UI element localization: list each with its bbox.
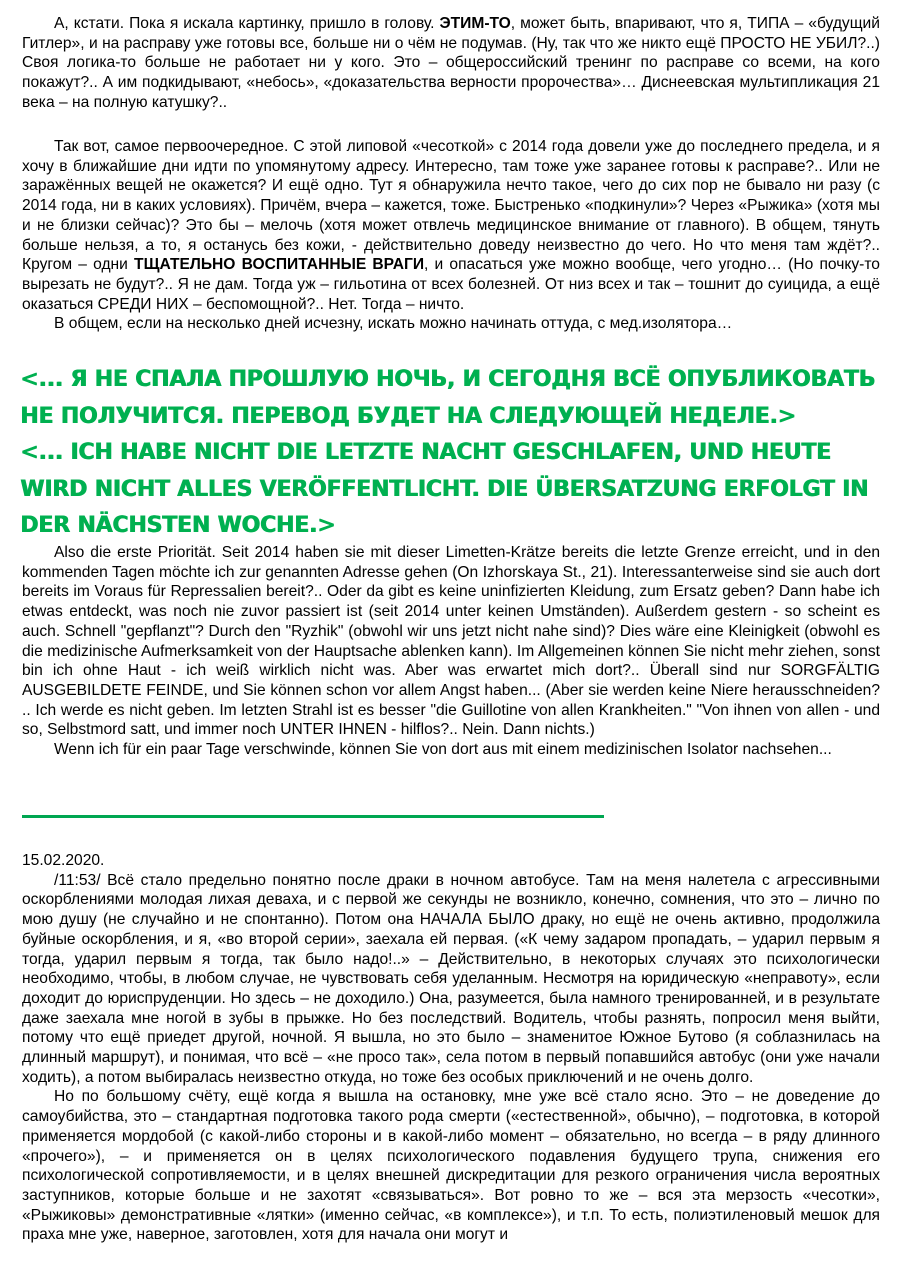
ru-paragraph-1-text-b: , может быть, впаривают, что я, ТИПА – «будущий Гитлер», и на расправу уже готовы все, больше ни о чём не подумав. (Ну, так что же никто ещё ПРОСТО НЕ УБИЛ?..) Своя логика-то больше не работает ни у кого. Это – общероссийский тренинг по расправе со всеми, на кого покажут?.. А им подкидывают, «небось», «доказательства верности пророчества»… Диснеевская мультипликация 21 века – на полную катушку?.. <box>22 15 880 111</box>
de-translation <box>22 543 880 760</box>
green-notice <box>20 362 890 545</box>
ru-paragraph-2-text-a: Так вот, самое первоочередное. С этой липовой «чесоткой» с 2014 года довели уже до последнего предела, и я хочу в ближайшие дни идти по упомянутому адресу. Интересно, там тоже уже заранее готовы к расправе?.. Или не заражённых вещей не окажется? И ещё одно. Тут я обнаружила нечто такое, чего до сих пор не бывало ни разу (с 2014 года, ни в каких условиях). Причём, вчера – кажется, тоже. Быстренько «подкинули»? Через «Рыжика» (хотя мы и не близки сейчас)? Это бы – мелочь (хотя может отвлечь медицинское внимание от главного). В общем, тянуть больше нельзя, а то, я останусь без кожи, - действительно доведу неизвестно до чего. Но что меня там ждёт?.. Кругом – одни <box>22 138 880 274</box>
de-paragraph-1: Also die erste Priorität. Seit 2014 haben sie mit dieser Limetten-Krätze bereits die letzte Grenze erreicht, und in den kommenden Tagen möchte ich zur genannten Adresse gehen (On Izhorskaya St., 21). Interessanterweise sind sie auch dort bereits im Voraus für Repressalien bereit?.. Oder da gibt es keine uninfizierten Kleidung, zum Ersatz geben? Dann habe ich etwas entdeckt, was noch nie zuvor passiert ist (seit 2014 unter keinen Umständen). Außerdem gestern - so scheint es auch. Schnell "gepflanzt"? Durch den "Ryzhik" (obwohl wir uns jetzt nicht nahe sind)? Dies wäre eine Kleinigkeit (obwohl es die medizinische Aufmerksamkeit von der Hauptsache ablenken kann). Im Allgemeinen können Sie nicht mehr ziehen, sonst bin ich ohne Haut - ich weiß wirklich nicht was. Aber was erwartet mich dort?.. Überall sind nur SORGFÄLTIG AUSGEBILDETE FEINDE, und Sie können schon vor allem Angst haben... (Aber sie werden keine Niere herausschneiden? .. Ich werde es nicht geben. Im letzten Strahl ist es besser "die Guillotine von allen Krankheiten." "Von ihnen von allen - und so, Selbstmord satt, und immer noch UNTER IHNEN - hilflos?.. Nein. Dann nichts.) <box>22 544 880 739</box>
green-separator-line <box>22 815 604 818</box>
ru-paragraph-3: В общем, если на несколько дней исчезну, искать можно начинать оттуда, с мед.изолятора… <box>54 315 733 333</box>
entry-paragraph-1: /11:53/ Всё стало предельно понятно после драки в ночном автобусе. Там на меня налетела с агрессивными оскорблениями молодая лихая деваха, и с первой же секунды не возникло, конечно, сомнения, что это – лично по мою душу (не случайно и не спонтанно). Потом она НАЧАЛА БЫЛО драку, но ещё не очень активно, продолжила буйные оскорбления, и я, «во второй серии», заехала ей первая. («К чему задаром пропадать, – ударил первым я тогда, ударил первым я тогда, так было надо!..» – Действительно, в некоторых случаях это психологически необходимо, чтобы, в любом случае, не чувствовать себя уделанным. Несмотря на юридическую «неправоту», если доходит до юриспруденции. Но здесь – не доходило.) Она, разумеется, была намного тренированней, и в результате даже заехала мне ногой в зубы в прыжке. Но без последствий. Водитель, чтобы разнять, попросил меня выйти, потому что ещё приедет другой, ночной. Я вышла, но это было – знаменитое Южное Бутово (я соблазнилась на длинный маршрут), и понимая, что всё – «не просо так», села потом в первый попавшийся автобус (они уже начали ходить), а потом выбиралась неизвестно откуда, но тоже без особых приключений и не очень долго. <box>22 871 880 1086</box>
green-notice-ru: <... Я НЕ СПАЛА ПРОШЛУЮ НОЧЬ, И СЕГОДНЯ ВСЁ ОПУБЛИКОВАТЬ НЕ ПОЛУЧИТСЯ. ПЕРЕВОД БУДЕТ НА СЛЕДУЮЩЕЙ НЕДЕЛЕ.> <box>20 367 875 429</box>
green-notice-de: <... ICH HABE NICHT DIE LETZTE NACHT GESCHLAFEN, UND HEUTE WIRD NICHT ALLES VERÖFFENTLICHT. DIE ÜBERSATZUNG ERFOLGT IN DER NÄCHSTEN WOCHE.> <box>20 440 869 539</box>
ru-paragraph-2 <box>22 137 880 314</box>
ru-paragraph-1-bold: ЭТИМ-ТО <box>439 15 511 32</box>
entry-paragraph-2: Но по большому счёту, ещё когда я вышла на остановку, мне уже всё стало ясно. Это – не доведение до самоубийства, это – стандартная подготовка такого рода смерти («естественной», обычно), – подготовка, в которой применяется мордобой (с какой-либо стороны и в какой-либо момент – обязательно, но всегда – в ряду длинного «прочего»), – и применяется он в целях психологического подавления будущего трупа, снижения его психологической сопротивляемости, и в целях внешней дискредитации для резкого ограничения числа вероятных заступников, которые больше и не захотят «связываться». Вот ровно то же – вся эта мерзость «чесотки», «Рыжиковы» демонстративные «лятки» (именно сейчас, «в комплексе»), и т.п. То есть, полиэтиленовый мешок для праха мне уже, наверное, заготовлен, хотя для начала они могут и <box>22 1088 880 1244</box>
ru-paragraph-group <box>22 137 880 334</box>
diary-entry <box>22 851 880 1245</box>
ru-paragraph-2-bold: ТЩАТЕЛЬНО ВОСПИТАННЫЕ ВРАГИ <box>134 256 425 274</box>
ru-paragraph-1-text-a: А, кстати. Пока я искала картинку, пришло в голову. <box>54 15 440 32</box>
ru-paragraph-2-text-b: , и опасаться уже можно вообще, чего угодно… (Но почку-то вырезать не будут?.. Я не дам. Тогда уж – гильотина от всех болезней. От низ всех и так – тошнит до суицида, а ещё оказаться СРЕДИ НИХ – беспомощной?.. Нет. Тогда – ничто. <box>22 256 880 313</box>
ru-paragraph-1 <box>22 14 880 113</box>
de-paragraph-2: Wenn ich für ein paar Tage verschwinde, können Sie von dort aus mit einem medizinischen Isolator nachsehen... <box>54 741 832 759</box>
entry-date: 15.02.2020. <box>22 852 105 869</box>
